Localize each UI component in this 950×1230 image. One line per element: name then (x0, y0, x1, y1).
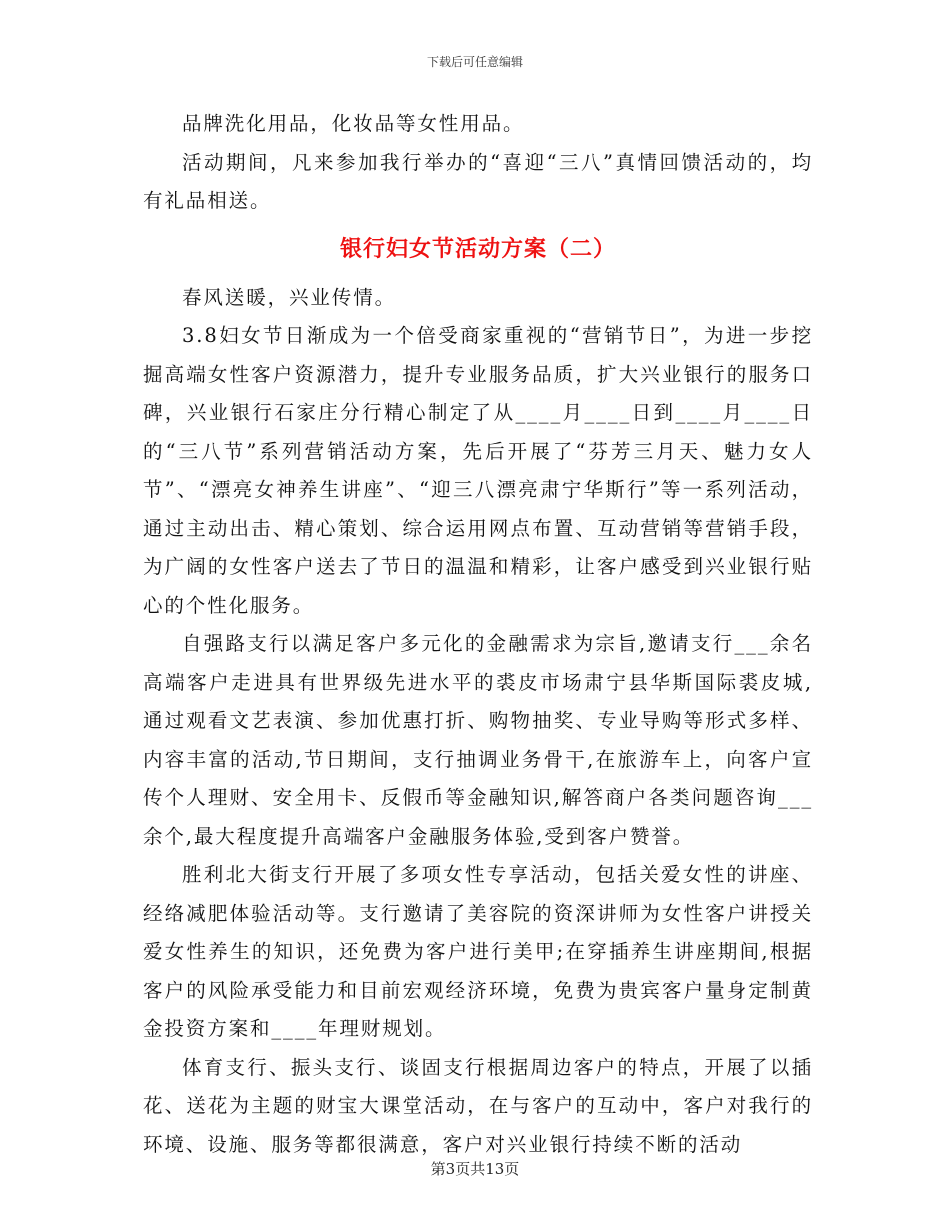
paragraph-2: 活动期间，凡来参加我行举办的“喜迎“三八”真情回馈活动的，均有礼品相送。 (143, 150, 813, 212)
paragraph-3: 春风送暖，兴业传情。 (182, 285, 397, 309)
paragraph-5: 自强路支行以满足客户多元化的金融需求为宗旨,邀请支行___余名高端客户走进具有世界级先进水平的裘皮市场肃宁县华斯国际裘皮城,通过观看文艺表演、参加优惠打折、购物抽奖、专业导购等形式多样、内容丰富的活动,节日期间，支行抽调业务骨干,在旅游车上，向客户宣传个人理财、安全用卡、反假币等金融知识,解答商户各类问题咨询___余个,最大程度提升高端客户金融服务体验,受到客户赞誉。 (143, 632, 813, 848)
section-title: 银行妇女节活动方案（二） (339, 236, 616, 262)
page-header-note: 下载后可任意编辑 (426, 55, 523, 69)
paragraph-1: 品牌洗化用品，化妆品等女性用品。 (182, 112, 525, 135)
page-footer-number: 第3页共13页 (430, 1160, 520, 1178)
paragraph-4: 3.8妇女节日渐成为一个倍受商家重视的“营销节日”，为进一步挖掘高端女性客户资源潜力，提升专业服务品质，扩大兴业银行的服务口碑，兴业银行石家庄分行精心制定了从____月____日到____月____日的“三八节”系列营销活动方案，先后开展了“芬芳三月天、魅力女人节”、“漂亮女神养生讲座”、“迎三八漂亮肃宁华斯行”等一系列活动，通过主动出击、精心策划、综合运用网点布置、互动营销等营销手段，为广阔的女性客户送去了节日的温温和精彩，让客户感受到兴业银行贴心的个性化服务。 (143, 324, 813, 617)
paragraph-6: 胜利北大街支行开展了多项女性专享活动，包括关爱女性的讲座、经络减肥体验活动等。支行邀请了美容院的资深讲师为女性客户讲授关爱女性养生的知识，还免费为客户进行美甲;在穿插养生讲座期间,根据客户的风险承受能力和目前宏观经济环境，免费为贵宾客户量身定制黄金投资方案和____年理财规划。 (143, 863, 813, 1040)
paragraph-7: 体育支行、振头支行、谈固支行根据周边客户的特点，开展了以插花、送花为主题的财宝大课堂活动，在与客户的互动中，客户对我行的环境、设施、服务等都很满意，客户对兴业银行持续不断的活动 (143, 1055, 813, 1156)
document-body (143, 105, 813, 1164)
